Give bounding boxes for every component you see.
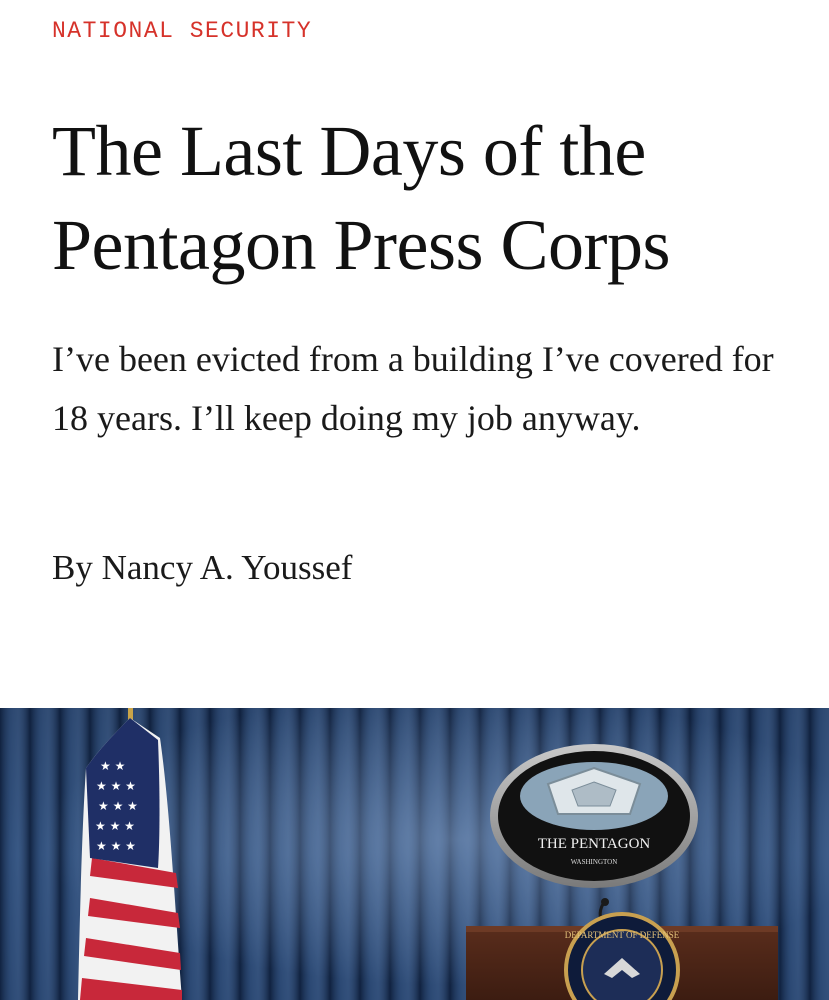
- pentagon-wall-seal: [490, 744, 698, 888]
- svg-text:★ ★ ★: ★ ★ ★: [95, 819, 135, 833]
- seal-subtitle: WASHINGTON: [570, 858, 618, 866]
- section-label-link[interactable]: NATIONAL SECURITY: [52, 18, 313, 44]
- hero-image: [0, 708, 829, 1000]
- article-byline: By Nancy A. Youssef: [52, 548, 353, 587]
- svg-text:★ ★ ★: ★ ★ ★: [96, 779, 136, 793]
- svg-text:★ ★ ★: ★ ★ ★: [98, 799, 138, 813]
- seal-title: THE PENTAGON: [537, 836, 651, 852]
- podium-seal-text: DEPARTMENT OF DEFENSE: [564, 930, 680, 940]
- svg-text:★ ★: ★ ★: [100, 759, 126, 773]
- article-headline: The Last Days of the Pentagon Press Corps: [52, 111, 670, 285]
- pentagon-briefing-room-photo: [0, 708, 829, 1000]
- podium: [466, 914, 778, 1000]
- svg-text:★ ★ ★: ★ ★ ★: [96, 839, 136, 853]
- article-dek: I’ve been evicted from a building I’ve covered for 18 years. I’ll keep doing my job anyway.: [52, 339, 774, 438]
